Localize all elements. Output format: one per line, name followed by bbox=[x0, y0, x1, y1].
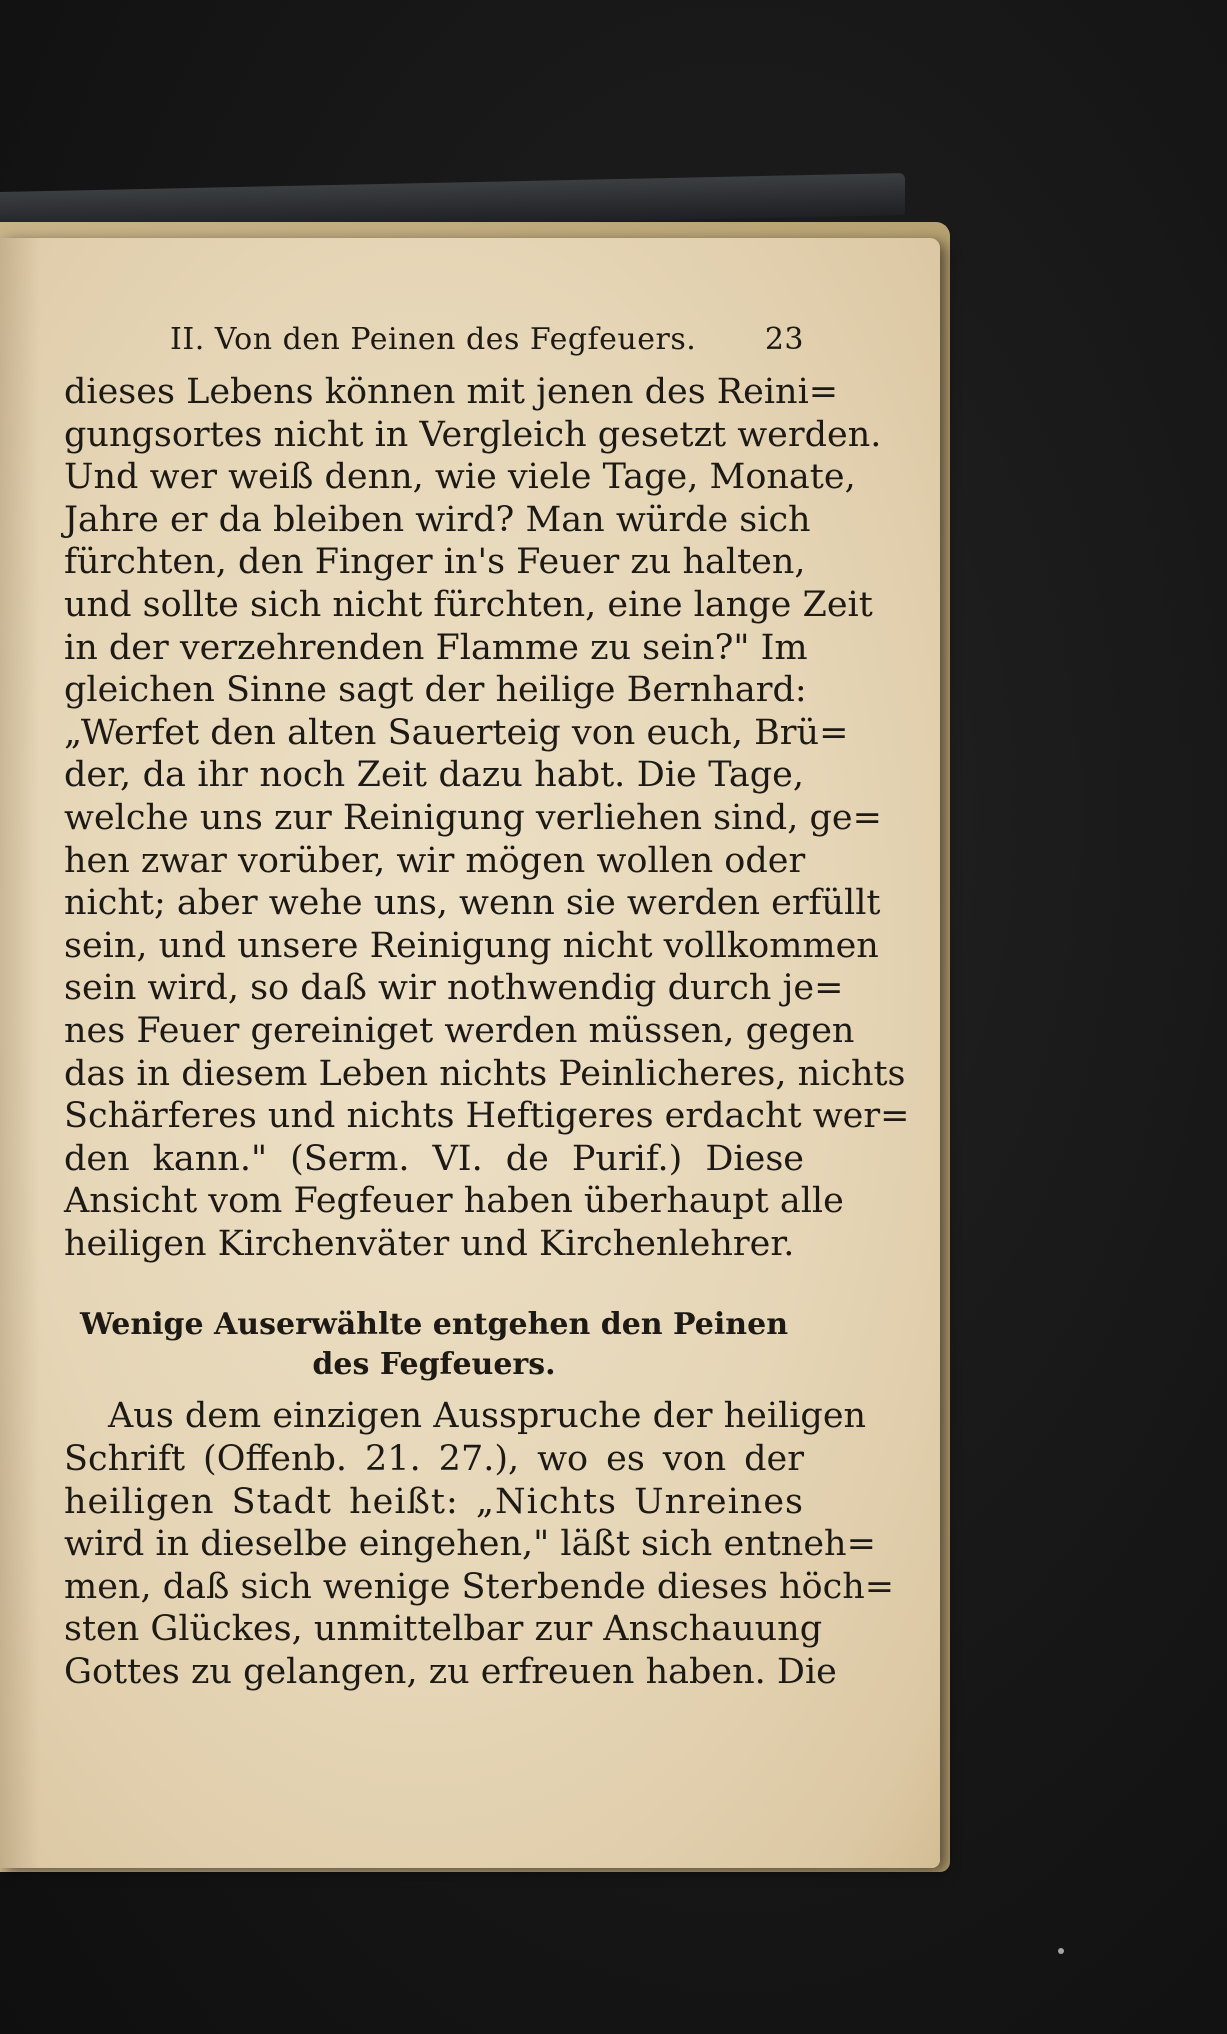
text-line: Schrift (Offenb. 21. 27.), wo es von der bbox=[64, 1439, 804, 1480]
paragraph-1 bbox=[64, 371, 910, 1265]
text-line: den kann." (Serm. VI. de Purif.) Diese bbox=[64, 1138, 804, 1179]
text-line: Aus dem einzigen Ausspruche der heiligen bbox=[108, 1396, 867, 1437]
text-line: „Werfet den alten Sauerteig von euch, Brü= bbox=[64, 712, 849, 753]
text-line: Gottes zu gelangen, zu erfreuen haben. Die bbox=[64, 1652, 837, 1693]
page-number: 23 bbox=[764, 322, 804, 357]
text-line: Und wer weiß denn, wie viele Tage, Monate, bbox=[64, 457, 856, 498]
dust-speck bbox=[1058, 1948, 1064, 1954]
text-line: wird in dieselbe eingehen," läßt sich entneh= bbox=[64, 1524, 876, 1565]
section-heading: Wenige Auserwählte entgehen den Peinen des Fegfeuers. bbox=[79, 1307, 789, 1383]
text-line: sein wird, so daß wir nothwendig durch je= bbox=[64, 968, 844, 1009]
text-line: men, daß sich wenige Sterbende dieses höch= bbox=[64, 1566, 895, 1607]
text-line: Schärferes und nichts Heftigeres erdacht wer= bbox=[64, 1096, 910, 1137]
text-line: heiligen Kirchenväter und Kirchenlehrer. bbox=[64, 1223, 795, 1264]
text-line: heiligen Stadt heißt: „Nichts Unreines bbox=[64, 1481, 804, 1522]
text-line: gleichen Sinne sagt der heilige Bernhard: bbox=[64, 670, 807, 711]
text-line: Jahre er da bleiben wird? Man würde sich bbox=[64, 499, 811, 540]
text-line: welche uns zur Reinigung verliehen sind, ge= bbox=[64, 797, 882, 838]
text-line: fürchten, den Finger in's Feuer zu halten, bbox=[64, 542, 806, 583]
text-line: und sollte sich nicht fürchten, eine lange Zeit bbox=[64, 584, 873, 625]
text-line: nes Feuer gereiniget werden müssen, gegen bbox=[64, 1010, 855, 1051]
text-line: sein, und unsere Reinigung nicht vollkommen bbox=[64, 925, 879, 966]
chapter-title: II. Von den Peinen des Fegfeuers. bbox=[170, 322, 697, 357]
text-line: sten Glückes, unmittelbar zur Anschauung bbox=[64, 1609, 823, 1650]
spine-shadow bbox=[0, 238, 40, 1868]
paragraph-2 bbox=[64, 1395, 895, 1693]
text-line: das in diesem Leben nichts Peinlicheres, nichts bbox=[64, 1053, 906, 1094]
text-line: hen zwar vorüber, wir mögen wollen oder bbox=[64, 840, 806, 881]
text-line: gungsortes nicht in Vergleich gesetzt werden. bbox=[64, 414, 882, 455]
text-line: in der verzehrenden Flamme zu sein?" Im bbox=[64, 627, 808, 668]
running-head bbox=[170, 322, 804, 357]
text-line: nicht; aber wehe uns, wenn sie werden erfüllt bbox=[64, 883, 881, 924]
text-line: Ansicht vom Fegfeuer haben überhaupt alle bbox=[64, 1181, 844, 1222]
text-line: der, da ihr noch Zeit dazu habt. Die Tage, bbox=[64, 755, 804, 796]
text-line: dieses Lebens können mit jenen des Reini= bbox=[64, 372, 839, 412]
page-text-block bbox=[64, 322, 910, 1694]
